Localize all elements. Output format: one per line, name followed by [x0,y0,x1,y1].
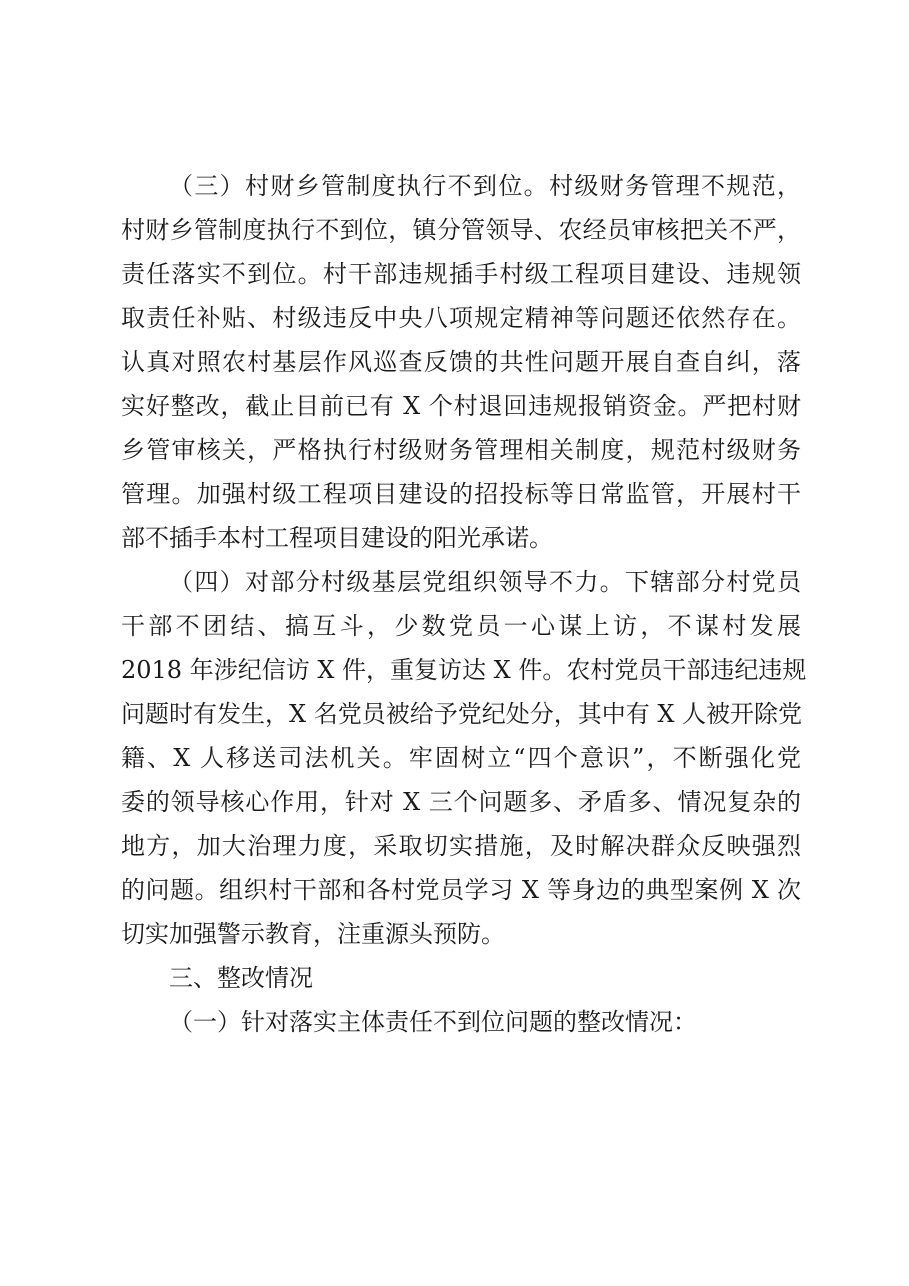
paragraph-4-line-8: 的问题。组织村干部和各村党员学习 X 等身边的典型案例 X 次 [121,876,801,904]
paragraph-4-line-7: 地方，加大治理力度，采取切实措施，及时解决群众反映强烈 [121,832,801,860]
paragraph-3-line-3: 责任落实不到位。村干部违规插手村级工程项目建设、违规领 [121,260,801,288]
subsection-heading: （一）针对落实主体责任不到位问题的整改情况： [169,1008,697,1036]
paragraph-4-line-2: 干部不团结、搞互斗，少数党员一心谋上访，不谋村发展 [121,612,801,640]
paragraph-3-line-5: 认真对照农村基层作风巡查反馈的共性问题开展自查自纠，落 [121,348,801,376]
paragraph-3-line-9: 部不插手本村工程项目建设的阳光承诺。 [121,524,553,552]
paragraph-4-line-3: 2018 年涉纪信访 X 件，重复访达 X 件。农村党员干部违纪违规 [121,656,807,684]
paragraph-4-line-9: 切实加强警示教育，注重源头预防。 [121,920,505,948]
paragraph-3-line-6: 实好整改，截止目前已有 X 个村退回违规报销资金。严把村财 [121,392,801,420]
paragraph-4-line-6: 委的领导核心作用，针对 X 三个问题多、矛盾多、情况复杂的 [121,788,801,816]
paragraph-4-line-5: 籍、X 人移送司法机关。牢固树立“四个意识”，不断强化党 [121,744,801,772]
paragraph-4-line-1: （四）对部分村级基层党组织领导不力。下辖部分村党员 [169,568,801,596]
paragraph-3-line-2: 村财乡管制度执行不到位，镇分管领导、农经员审核把关不严， [121,216,801,244]
paragraph-3-line-7: 乡管审核关，严格执行村级财务管理相关制度，规范村级财务 [121,436,801,464]
paragraph-3-line-4: 取责任补贴、村级违反中央八项规定精神等问题还依然存在。 [121,304,801,332]
paragraph-4-line-4: 问题时有发生，X 名党员被给予党纪处分，其中有 X 人被开除党 [121,700,803,728]
paragraph-3-line-1: （三）村财乡管制度执行不到位。村级财务管理不规范， [169,172,801,200]
section-heading: 三、整改情况 [169,964,313,992]
paragraph-3-line-8: 管理。加强村级工程项目建设的招投标等日常监管，开展村干 [121,480,801,508]
